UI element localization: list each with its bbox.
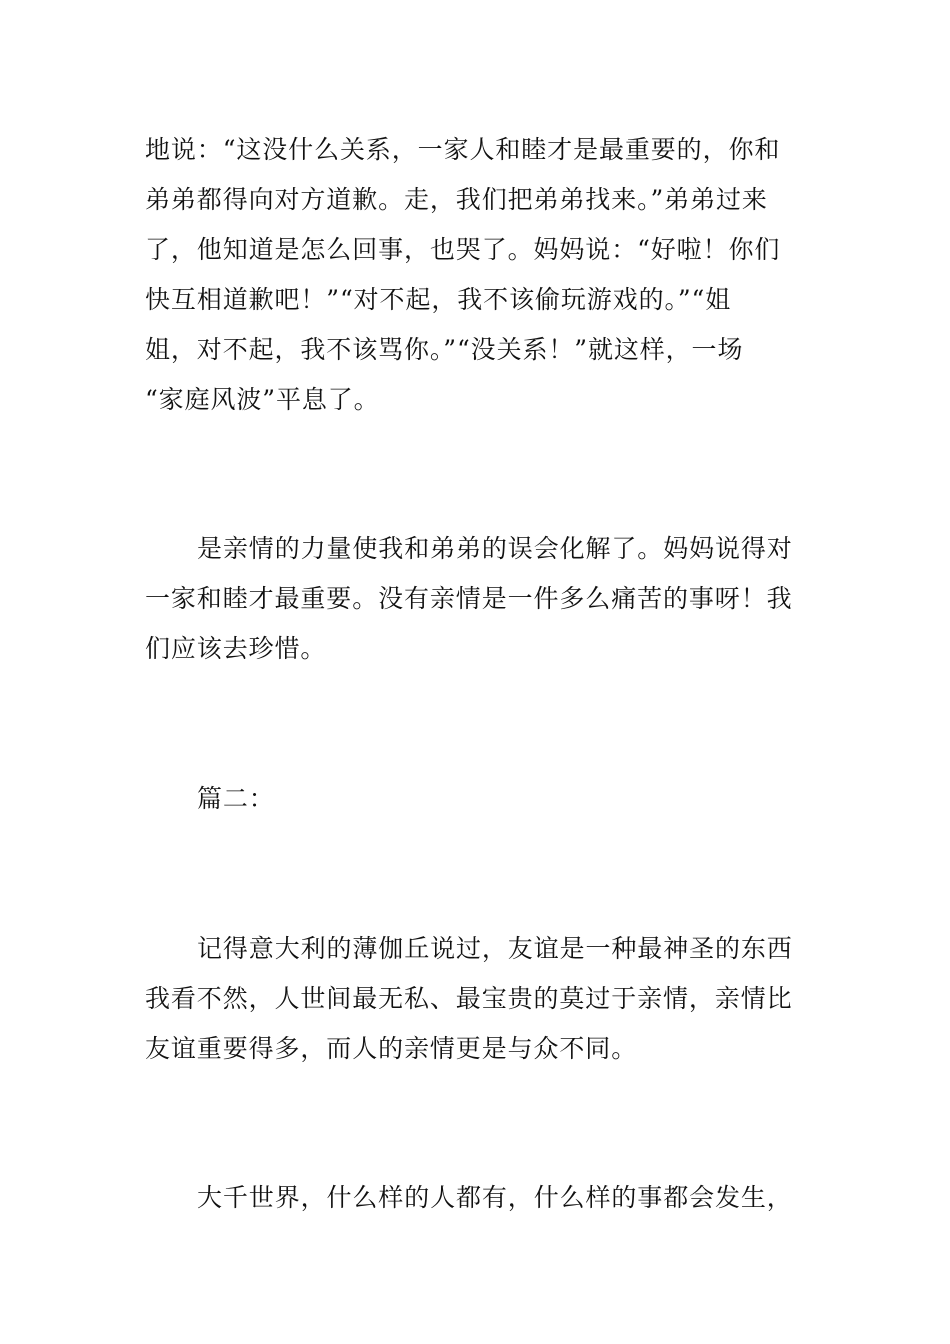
text-line: 地说：“这没什么关系，一家人和睦才是最重要的，你和 — [145, 135, 781, 164]
text-line: 一家和睦才最重要。没有亲情是一件多么痛苦的事呀！我 — [145, 584, 793, 613]
text-line: 弟弟都得向对方道歉。走，我们把弟弟找来。”弟弟过来 — [145, 185, 768, 214]
text-line: 们应该去珍惜。 — [145, 634, 327, 663]
text-line: 了，他知道是怎么回事，也哭了。妈妈说：“好啦！你们 — [145, 235, 781, 264]
text-line: “家庭风波”平息了。 — [145, 385, 380, 414]
text-line: 姐，对不起，我不该骂你。”“没关系！”就这样，一场 — [145, 335, 744, 364]
text-line: 记得意大利的薄伽丘说过，友谊是一种最神圣的东西 — [197, 934, 793, 963]
text-line: 我看不然，人世间最无私、最宝贵的莫过于亲情，亲情比 — [145, 984, 793, 1013]
text-line: 快互相道歉吧！”“对不起，我不该偷玩游戏的。”“姐 — [145, 285, 732, 314]
text-line: 大千世界，什么样的人都有，什么样的事都会发生， — [197, 1183, 793, 1212]
text-line: 是亲情的力量使我和弟弟的误会化解了。妈妈说得对 — [197, 534, 793, 563]
text-line: 友谊重要得多，而人的亲情更是与众不同。 — [145, 1034, 638, 1063]
section-title: 篇二： — [197, 784, 275, 813]
